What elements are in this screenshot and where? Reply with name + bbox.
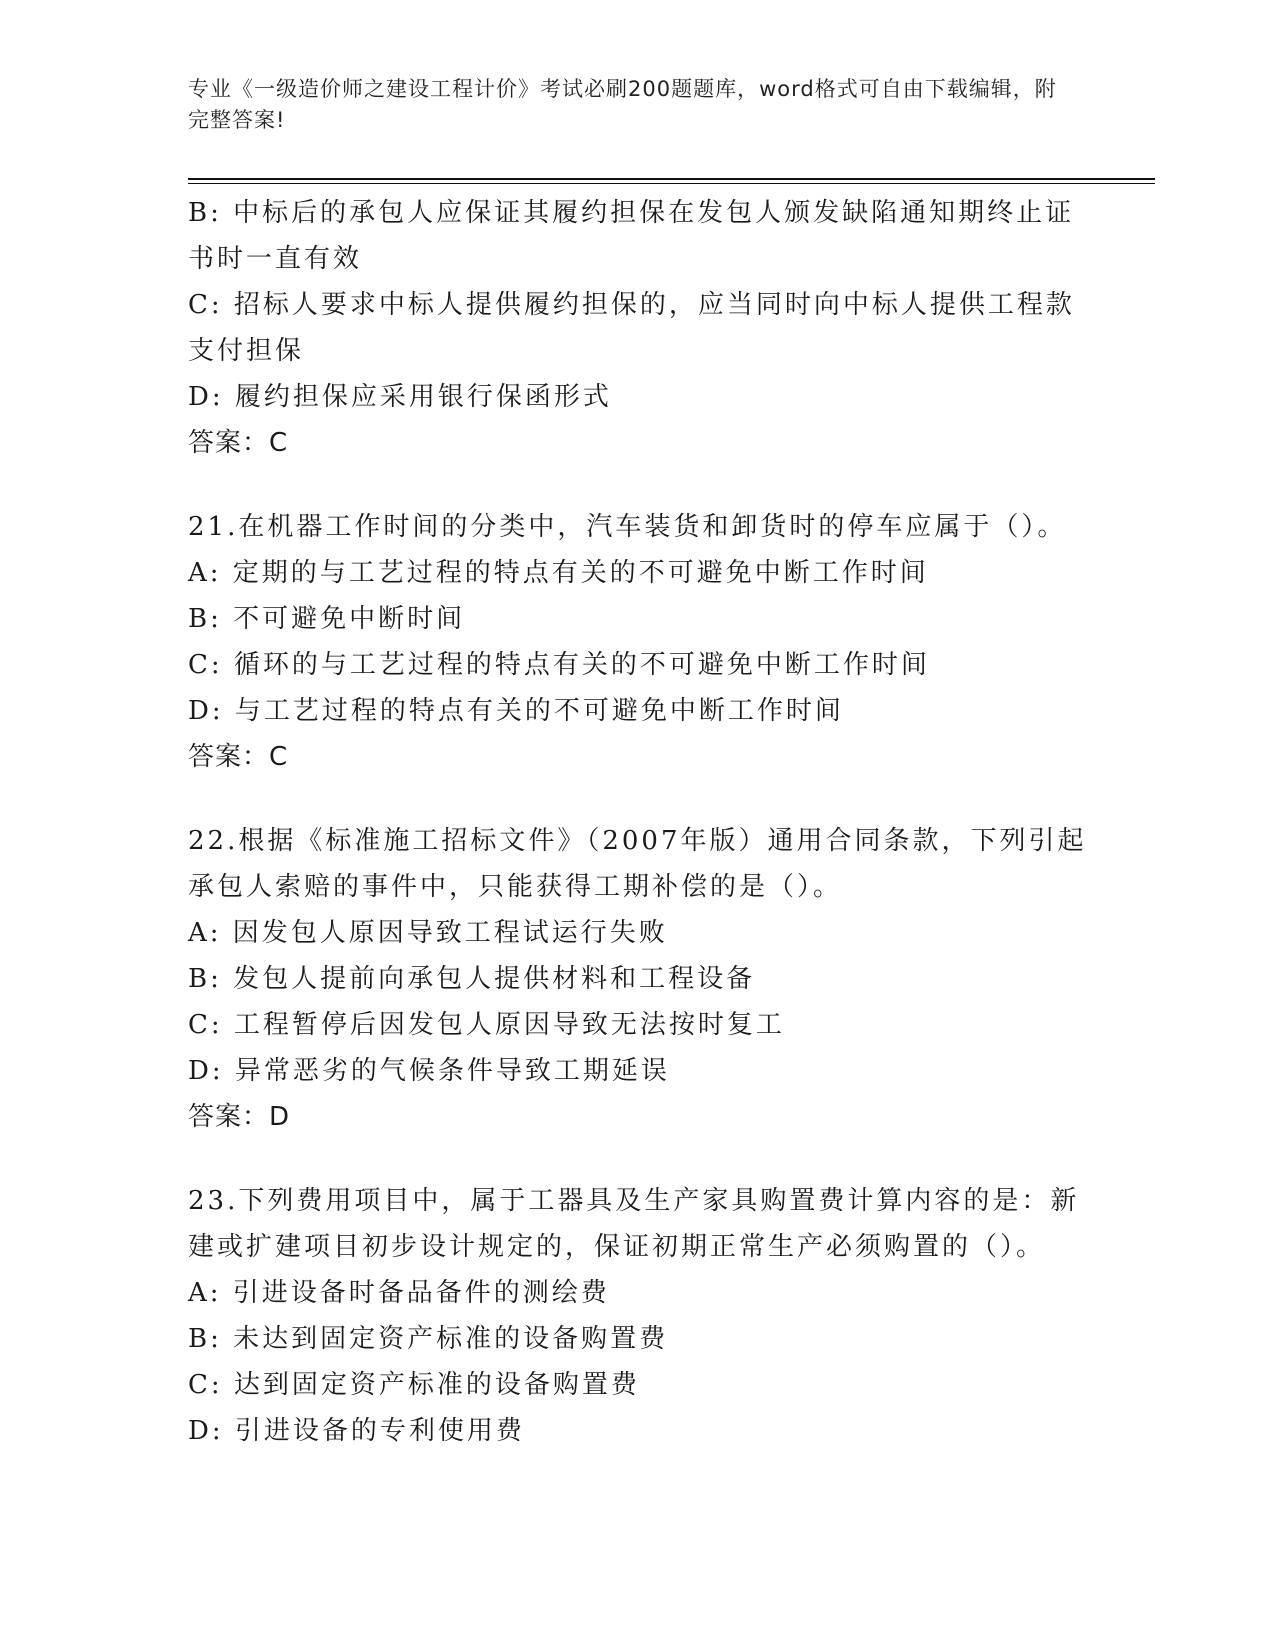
option-b: B: 中标后的承包人应保证其履约担保在发包人颁发缺陷通知期终止证书时一直有效: [188, 198, 1075, 274]
question-content: [188, 190, 1088, 1454]
option-c: C: 达到固定资产标准的设备购置费: [188, 1370, 640, 1400]
spacer: [188, 780, 1088, 818]
spacer: [188, 1140, 1088, 1178]
header-divider-thin: [188, 183, 1155, 184]
page-header: [188, 74, 1068, 136]
question-23: [188, 1178, 1088, 1454]
option-b: B: 发包人提前向承包人提供材料和工程设备: [188, 964, 756, 994]
header-text: 专业《一级造价师之建设工程计价》考试必刷200题题库，word格式可自由下载编辑，附完整答案!: [188, 77, 1057, 132]
option-d: D: 履约担保应采用银行保函形式: [188, 382, 612, 412]
option-b: B: 不可避免中断时间: [188, 604, 466, 634]
option-a: A: 定期的与工艺过程的特点有关的不可避免中断工作时间: [188, 558, 929, 588]
option-d: D: 与工艺过程的特点有关的不可避免中断工作时间: [188, 696, 844, 726]
spacer: [188, 466, 1088, 504]
question-stem: 23.下列费用项目中，属于工器具及生产家具购置费计算内容的是：新建或扩建项目初步设计规定的，保证初期正常生产必须购置的（）。: [188, 1186, 1080, 1262]
option-a: A: 因发包人原因导致工程试运行失败: [188, 918, 668, 948]
question-stem: 22.根据《标准施工招标文件》（2007年版）通用合同条款，下列引起承包人索赔的事件中，只能获得工期补偿的是（）。: [188, 826, 1087, 902]
continued-question-block: [188, 190, 1088, 466]
answer-line: 答案：C: [188, 742, 289, 772]
question-21: [188, 504, 1088, 780]
option-c: C: 循环的与工艺过程的特点有关的不可避免中断工作时间: [188, 650, 930, 680]
option-d: D: 异常恶劣的气候条件导致工期延误: [188, 1056, 670, 1086]
option-c: C: 招标人要求中标人提供履约担保的，应当同时向中标人提供工程款支付担保: [188, 290, 1075, 366]
option-b: B: 未达到固定资产标准的设备购置费: [188, 1324, 669, 1354]
question-stem: 21.在机器工作时间的分类中，汽车装货和卸货时的停车应属于（）。: [188, 512, 1067, 542]
answer-line: 答案：D: [188, 1102, 291, 1132]
option-c: C: 工程暂停后因发包人原因导致无法按时复工: [188, 1010, 785, 1040]
option-d: D: 引进设备的专利使用费: [188, 1416, 525, 1446]
option-a: A: 引进设备时备品备件的测绘费: [188, 1278, 610, 1308]
question-22: [188, 818, 1088, 1140]
answer-line: 答案：C: [188, 428, 289, 458]
header-divider-thick: [188, 178, 1155, 180]
